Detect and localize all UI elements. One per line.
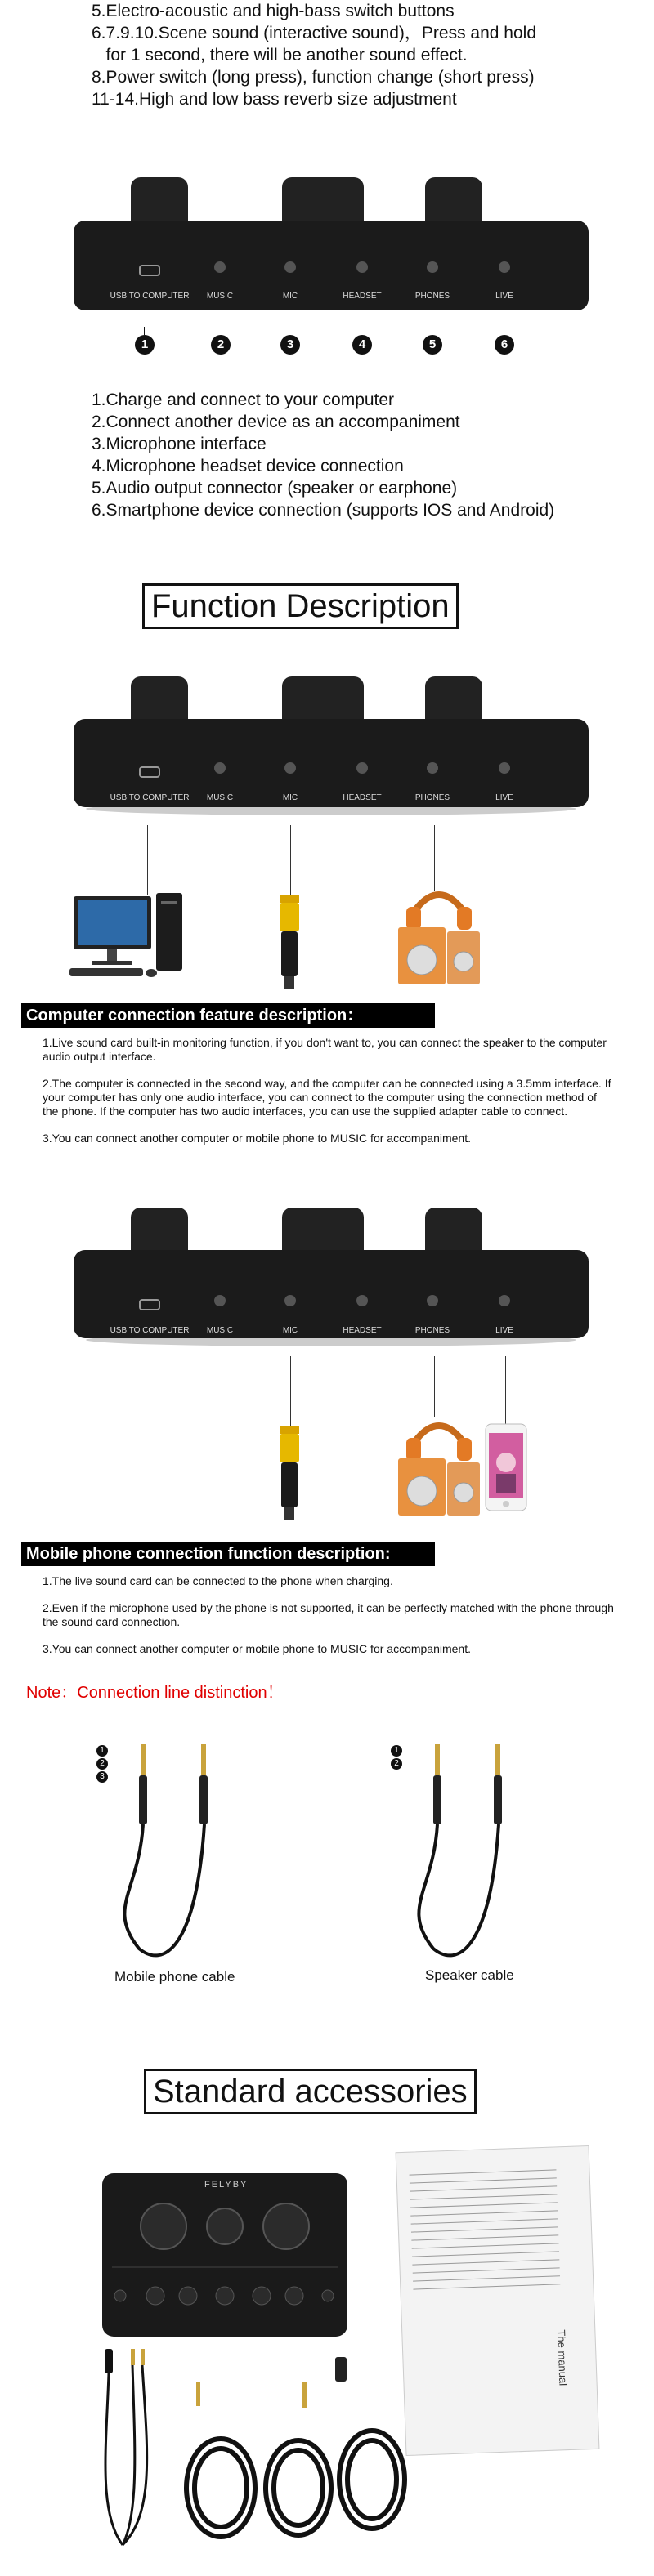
port-number-marker: 5 <box>423 335 442 355</box>
mobile-phone-cable-illustration <box>90 1744 253 1969</box>
microphone-illustration <box>270 1426 311 1528</box>
sound-card-top-view <box>102 2173 347 2341</box>
port-label: USB TO COMPUTER <box>110 292 190 301</box>
jack-port-icon <box>499 762 510 774</box>
cable-ring-marker: 2 <box>391 1758 402 1770</box>
port-label: PHONES <box>414 292 450 301</box>
jack-port-icon <box>284 1295 296 1306</box>
smartphone-illustration <box>485 1423 527 1517</box>
ports-list <box>92 389 554 521</box>
jack-port-icon <box>356 261 368 273</box>
function-description-title: Function Description <box>142 583 459 629</box>
cable-ring-marker: 3 <box>96 1771 108 1783</box>
jack-port-icon <box>427 1295 438 1306</box>
usb-port-icon <box>139 265 160 276</box>
user-manual-illustration <box>396 2145 600 2456</box>
computer-connection-description <box>43 1036 615 1159</box>
description-paragraph: 1.Live sound card built-in monitoring function, if you don't want to, you can connect the speaker to the computer audio output interface. <box>43 1036 607 1063</box>
brand-logo: FELYBY <box>204 2180 249 2190</box>
jack-port-icon <box>214 261 226 273</box>
description-paragraph: 2.The computer is connected in the second way, and the computer can be connected using a 3.5mm interface. If your computer has only one audio interface, you can connect to the computer using the connection method of the phone. If the computer has two audio interfaces, you can use the supplied adapter cable to connect. <box>43 1077 611 1118</box>
mobile-connection-heading: Mobile phone connection function description: <box>21 1542 435 1566</box>
ports-line: 1.Charge and connect to your computer <box>92 391 395 409</box>
jack-port-icon <box>284 762 296 774</box>
connection-line <box>290 825 291 903</box>
speaker-cable-illustration <box>384 1744 548 1969</box>
mobile-connection-description <box>43 1574 615 1669</box>
features-line: 11-14.High and low bass reverb size adjustment <box>92 90 457 109</box>
jack-port-icon <box>214 1295 226 1306</box>
accessory-cables-illustration <box>90 2349 417 2557</box>
port-number-marker: 2 <box>211 335 231 355</box>
features-line: for 1 second, there will be another sound effect. <box>92 46 468 65</box>
ports-line: 3.Microphone interface <box>92 435 267 453</box>
ports-line: 6.Smartphone device connection (supports IOS and Android) <box>92 501 555 520</box>
jack-port-icon <box>356 1295 368 1306</box>
port-label: LIVE <box>495 292 513 301</box>
speaker-cable-caption: Speaker cable <box>425 1967 514 1983</box>
usb-port-icon <box>139 1299 160 1310</box>
mobile-phone-cable-caption: Mobile phone cable <box>114 1969 235 1984</box>
connection-line <box>147 825 148 895</box>
port-number-marker: 1 <box>135 335 155 355</box>
features-line: 5.Electro-acoustic and high-bass switch buttons <box>92 2 455 20</box>
standard-accessories-title: Standard accessories <box>144 2069 477 2114</box>
jack-port-icon <box>356 762 368 774</box>
jack-port-icon <box>499 1295 510 1306</box>
port-label: USB TO COMPUTER <box>110 793 190 802</box>
port-label: HEADSET <box>343 793 382 802</box>
connection-line <box>434 1356 435 1417</box>
connection-line <box>505 1356 506 1426</box>
description-paragraph: 3.You can connect another computer or mobile phone to MUSIC for accompaniment. <box>43 1642 471 1655</box>
port-label: MUSIC <box>206 292 234 301</box>
jack-port-icon <box>499 261 510 273</box>
port-number-marker: 6 <box>495 335 514 355</box>
ports-line: 2.Connect another device as an accompaniment <box>92 413 460 431</box>
port-label: PHONES <box>414 793 450 802</box>
port-number-marker: 4 <box>352 335 372 355</box>
port-label: HEADSET <box>343 1326 382 1335</box>
connection-line-note: Note：Connection line distinction！ <box>26 1684 284 1702</box>
ports-line: 5.Audio output connector (speaker or earphone) <box>92 479 458 498</box>
connection-line <box>434 825 435 891</box>
speaker-headphones-illustration <box>394 1413 484 1524</box>
features-line: 6.7.9.10.Scene sound (interactive sound)，Press and hold <box>92 24 537 42</box>
microphone-illustration <box>270 895 311 997</box>
jack-port-icon <box>427 762 438 774</box>
manual-label: The manual <box>555 2329 570 2386</box>
description-paragraph: 2.Even if the microphone used by the phone is not supported, it can be perfectly matched with the phone through the sound card connection. <box>43 1601 614 1628</box>
jack-port-icon <box>284 261 296 273</box>
port-label: MUSIC <box>206 1326 234 1335</box>
port-label: PHONES <box>414 1326 450 1335</box>
connection-line <box>290 1356 291 1426</box>
port-label: LIVE <box>495 793 513 802</box>
port-label: HEADSET <box>343 292 382 301</box>
features-line: 8.Power switch (long press), function change (short press) <box>92 68 535 87</box>
cable-ring-marker: 2 <box>96 1758 108 1770</box>
cable-ring-marker: 1 <box>96 1745 108 1757</box>
jack-port-icon <box>427 261 438 273</box>
usb-port-icon <box>139 766 160 778</box>
description-paragraph: 1.The live sound card can be connected to the phone when charging. <box>43 1574 393 1587</box>
desktop-computer-illustration <box>69 886 192 989</box>
cable-ring-marker: 1 <box>391 1745 402 1757</box>
port-label: MIC <box>282 793 298 802</box>
port-label: MUSIC <box>206 793 234 802</box>
description-paragraph: 3.You can connect another computer or mobile phone to MUSIC for accompaniment. <box>43 1132 471 1145</box>
manual-text-lines <box>409 2162 560 2297</box>
jack-port-icon <box>214 762 226 774</box>
speaker-headphones-illustration <box>394 882 484 993</box>
port-number-marker: 3 <box>280 335 300 355</box>
port-label: MIC <box>282 292 298 301</box>
port-label: LIVE <box>495 1326 513 1335</box>
port-label: MIC <box>282 1326 298 1335</box>
features-list <box>92 0 536 110</box>
computer-connection-heading: Computer connection feature description： <box>21 1003 435 1028</box>
port-label: USB TO COMPUTER <box>110 1326 190 1335</box>
ports-line: 4.Microphone headset device connection <box>92 457 404 475</box>
